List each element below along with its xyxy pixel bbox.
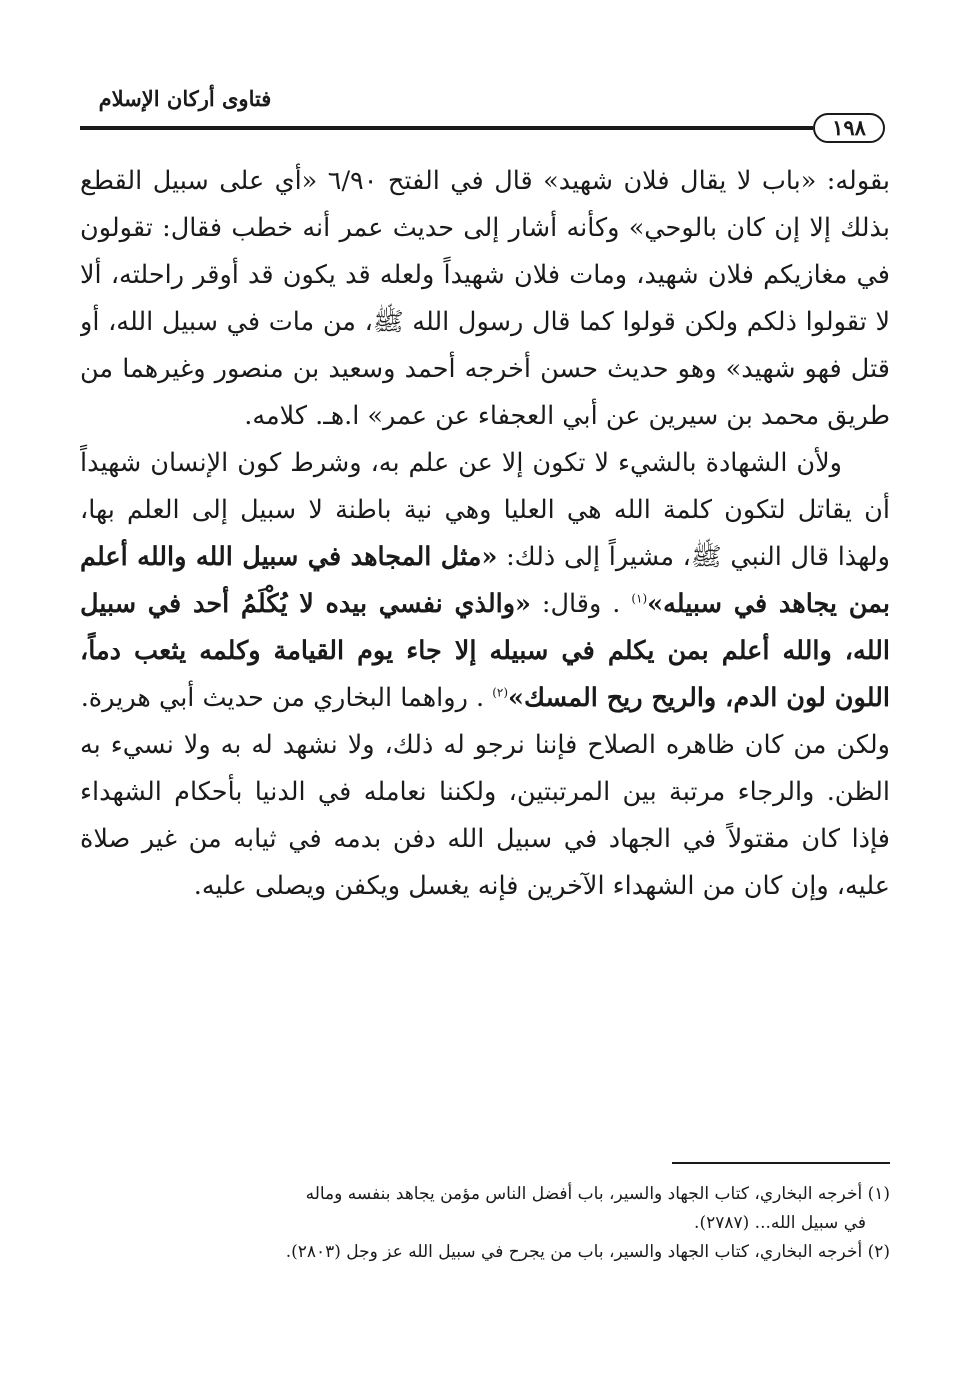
footnote-separator [672, 1162, 890, 1164]
paragraph-2-connector: . وقال: [530, 589, 632, 619]
footnotes [80, 1180, 890, 1267]
footnote-ref-1[interactable]: (١) [631, 591, 648, 606]
hadith-quote-1: «مثل المجاهد في سبيل الله والله أعلم بمن يجاهد في سبيله» [80, 542, 890, 619]
header-rule [80, 126, 813, 130]
page-number: ١٩٨ [813, 113, 885, 143]
footnote-2: (٢) أخرجه البخاري، كتاب الجهاد والسير، باب من يجرح في سبيل الله عز وجل (٢٨٠٣). [285, 1242, 890, 1262]
paragraph-2-attribution: . رواهما البخاري من حديث أبي هريرة. [80, 683, 493, 713]
paragraph-2 [80, 440, 890, 722]
footnote-1-line-2: في سبيل الله... (٢٧٨٧). [694, 1213, 866, 1233]
body-text [80, 158, 890, 1138]
footnote-1-line-1: (١) أخرجه البخاري، كتاب الجهاد والسير، باب أفضل الناس مؤمن يجاهد بنفسه وماله [305, 1184, 890, 1204]
paragraph-3: ولكن من كان ظاهره الصلاح فإننا نرجو له ذلك، ولا نشهد له به ولا نسيء به الظن. والرجاء مرتبة بين المرتبتين، ولكننا نعامله في الدنيا بأحكام الشهداء فإذا كان مقتولاً في الجهاد في سبيل الله دفن بدمه في ثيابه من غير صلاة عليه، وإن كان من الشهداء الآخرين فإنه يغسل ويكفن ويصلى عليه. [80, 730, 890, 901]
running-header-title: فتاوى أركان الإسلام [98, 86, 272, 111]
hadith-quote-2: «والذي نفسي بيده لا يُكْلَمُ أحد في سبيل الله، والله أعلم بمن يكلم في سبيله إلا جاء يوم القيامة وكلمه يثعب دماً، اللون لون الدم، والريح ريح المسك» [80, 589, 890, 713]
paragraph-1: بقوله: «باب لا يقال فلان شهيد» قال في الفتح ٦/٩٠ «أي على سبيل القطع بذلك إلا إن كان بالوحي» وكأنه أشار إلى حديث عمر أنه خطب فقال: تقولون في مغازيكم فلان شهيد، ومات فلان شهيداً ولعله قد يكون قد أوقر راحلته، ألا لا تقولوا ذلكم ولكن قولوا كما قال رسول الله ﷺ، من مات في سبيل الله، أو قتل فهو شهيد» وهو حديث حسن أخرجه أحمد وسعيد بن منصور وغيرهما من طريق محمد بن سيرين عن أبي العجفاء عن عمر» ا.هـ. كلامه. [80, 166, 890, 431]
paragraph-2-intro: ولأن الشهادة بالشيء لا تكون إلا عن علم به، وشرط كون الإنسان شهيداً أن يقاتل لتكون كلمة الله هي العليا وهي نية باطنة لا سبيل إلى العلم بها، ولهذا قال النبي ﷺ، مشيراً إلى ذلك: [80, 448, 890, 572]
footnote-ref-2[interactable]: (٢) [492, 685, 509, 700]
